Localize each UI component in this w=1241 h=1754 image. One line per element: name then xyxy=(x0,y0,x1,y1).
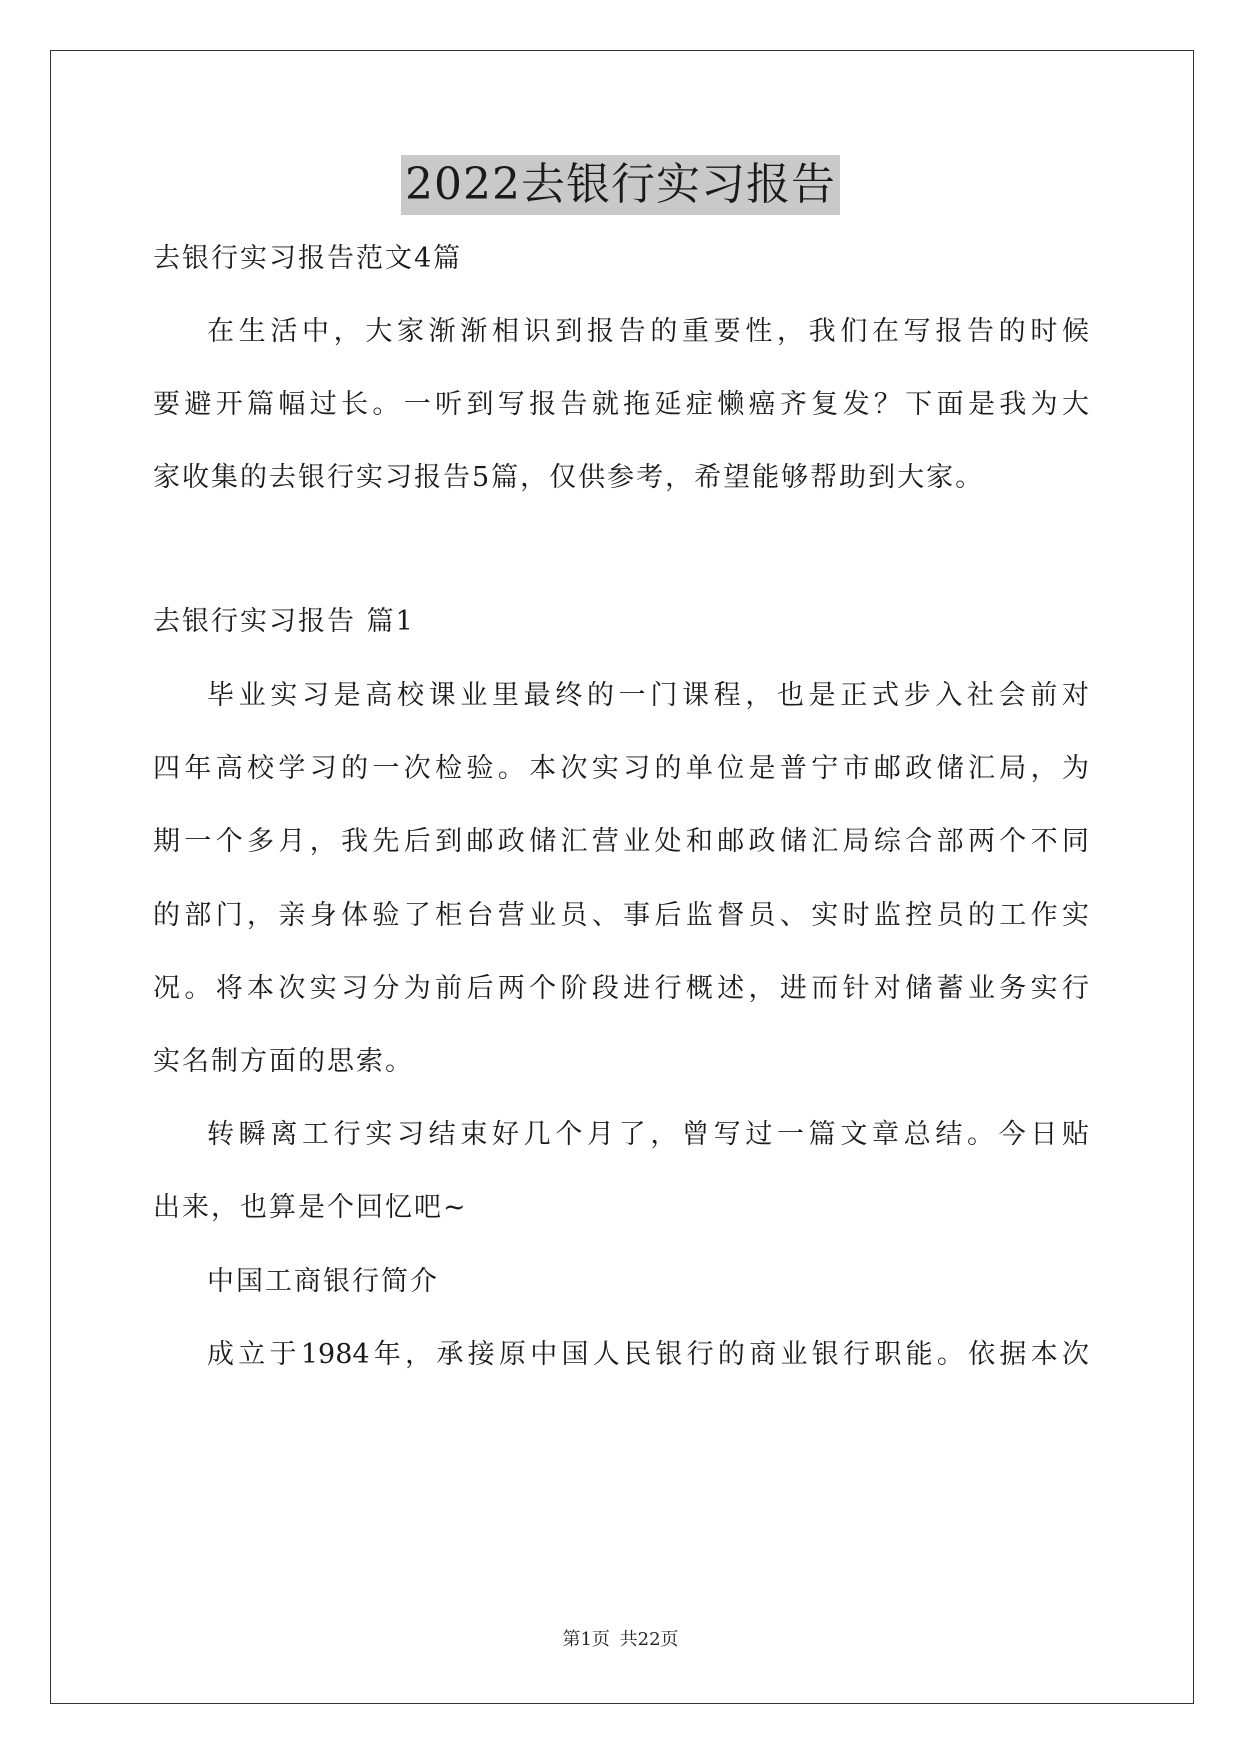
document-title: 2022去银行实习报告 xyxy=(401,155,840,215)
paragraph-line: 转瞬离工行实习结束好几个月了，曾写过一篇文章总结。今日贴 xyxy=(207,1119,1089,1150)
paragraph-line: 毕业实习是高校课业里最终的一门课程，也是正式步入社会前对 xyxy=(207,680,1089,711)
subtitle-line: 去银行实习报告范文4篇 xyxy=(153,243,463,274)
section-heading: 去银行实习报告 篇1 xyxy=(153,606,415,637)
paragraph-line: 家收集的去银行实习报告5篇，仅供参考，希望能够帮助到大家。 xyxy=(153,462,985,493)
paragraph-line: 况。将本次实习分为前后两个阶段进行概述，进而针对储蓄业务实行 xyxy=(153,973,1089,1004)
paragraph-line: 实名制方面的思索。 xyxy=(153,1046,414,1077)
paragraph-line: 出来，也算是个回忆吧~ xyxy=(153,1192,468,1223)
page-border xyxy=(50,50,1194,1704)
paragraph-line: 的部门，亲身体验了柜台营业员、事后监督员、实时监控员的工作实 xyxy=(153,900,1089,931)
paragraph-line: 四年高校学习的一次检验。本次实习的单位是普宁市邮政储汇局，为 xyxy=(153,753,1089,784)
paragraph-line: 期一个多月，我先后到邮政储汇营业处和邮政储汇局综合部两个不同 xyxy=(153,826,1089,857)
page-footer xyxy=(0,1628,1241,1652)
page-number: 第1页 xyxy=(562,1629,610,1650)
page-total: 共22页 xyxy=(619,1629,679,1650)
title-wrap xyxy=(0,155,1241,215)
paragraph-line: 成立于1984年，承接原中国人民银行的商业银行职能。依据本次 xyxy=(207,1339,1089,1370)
paragraph-line: 要避开篇幅过长。一听到写报告就拖延症懒癌齐复发？下面是我为大 xyxy=(153,389,1089,420)
paragraph-line: 在生活中，大家渐渐相识到报告的重要性，我们在写报告的时候 xyxy=(207,316,1089,347)
subsection-heading: 中国工商银行简介 xyxy=(207,1266,439,1297)
